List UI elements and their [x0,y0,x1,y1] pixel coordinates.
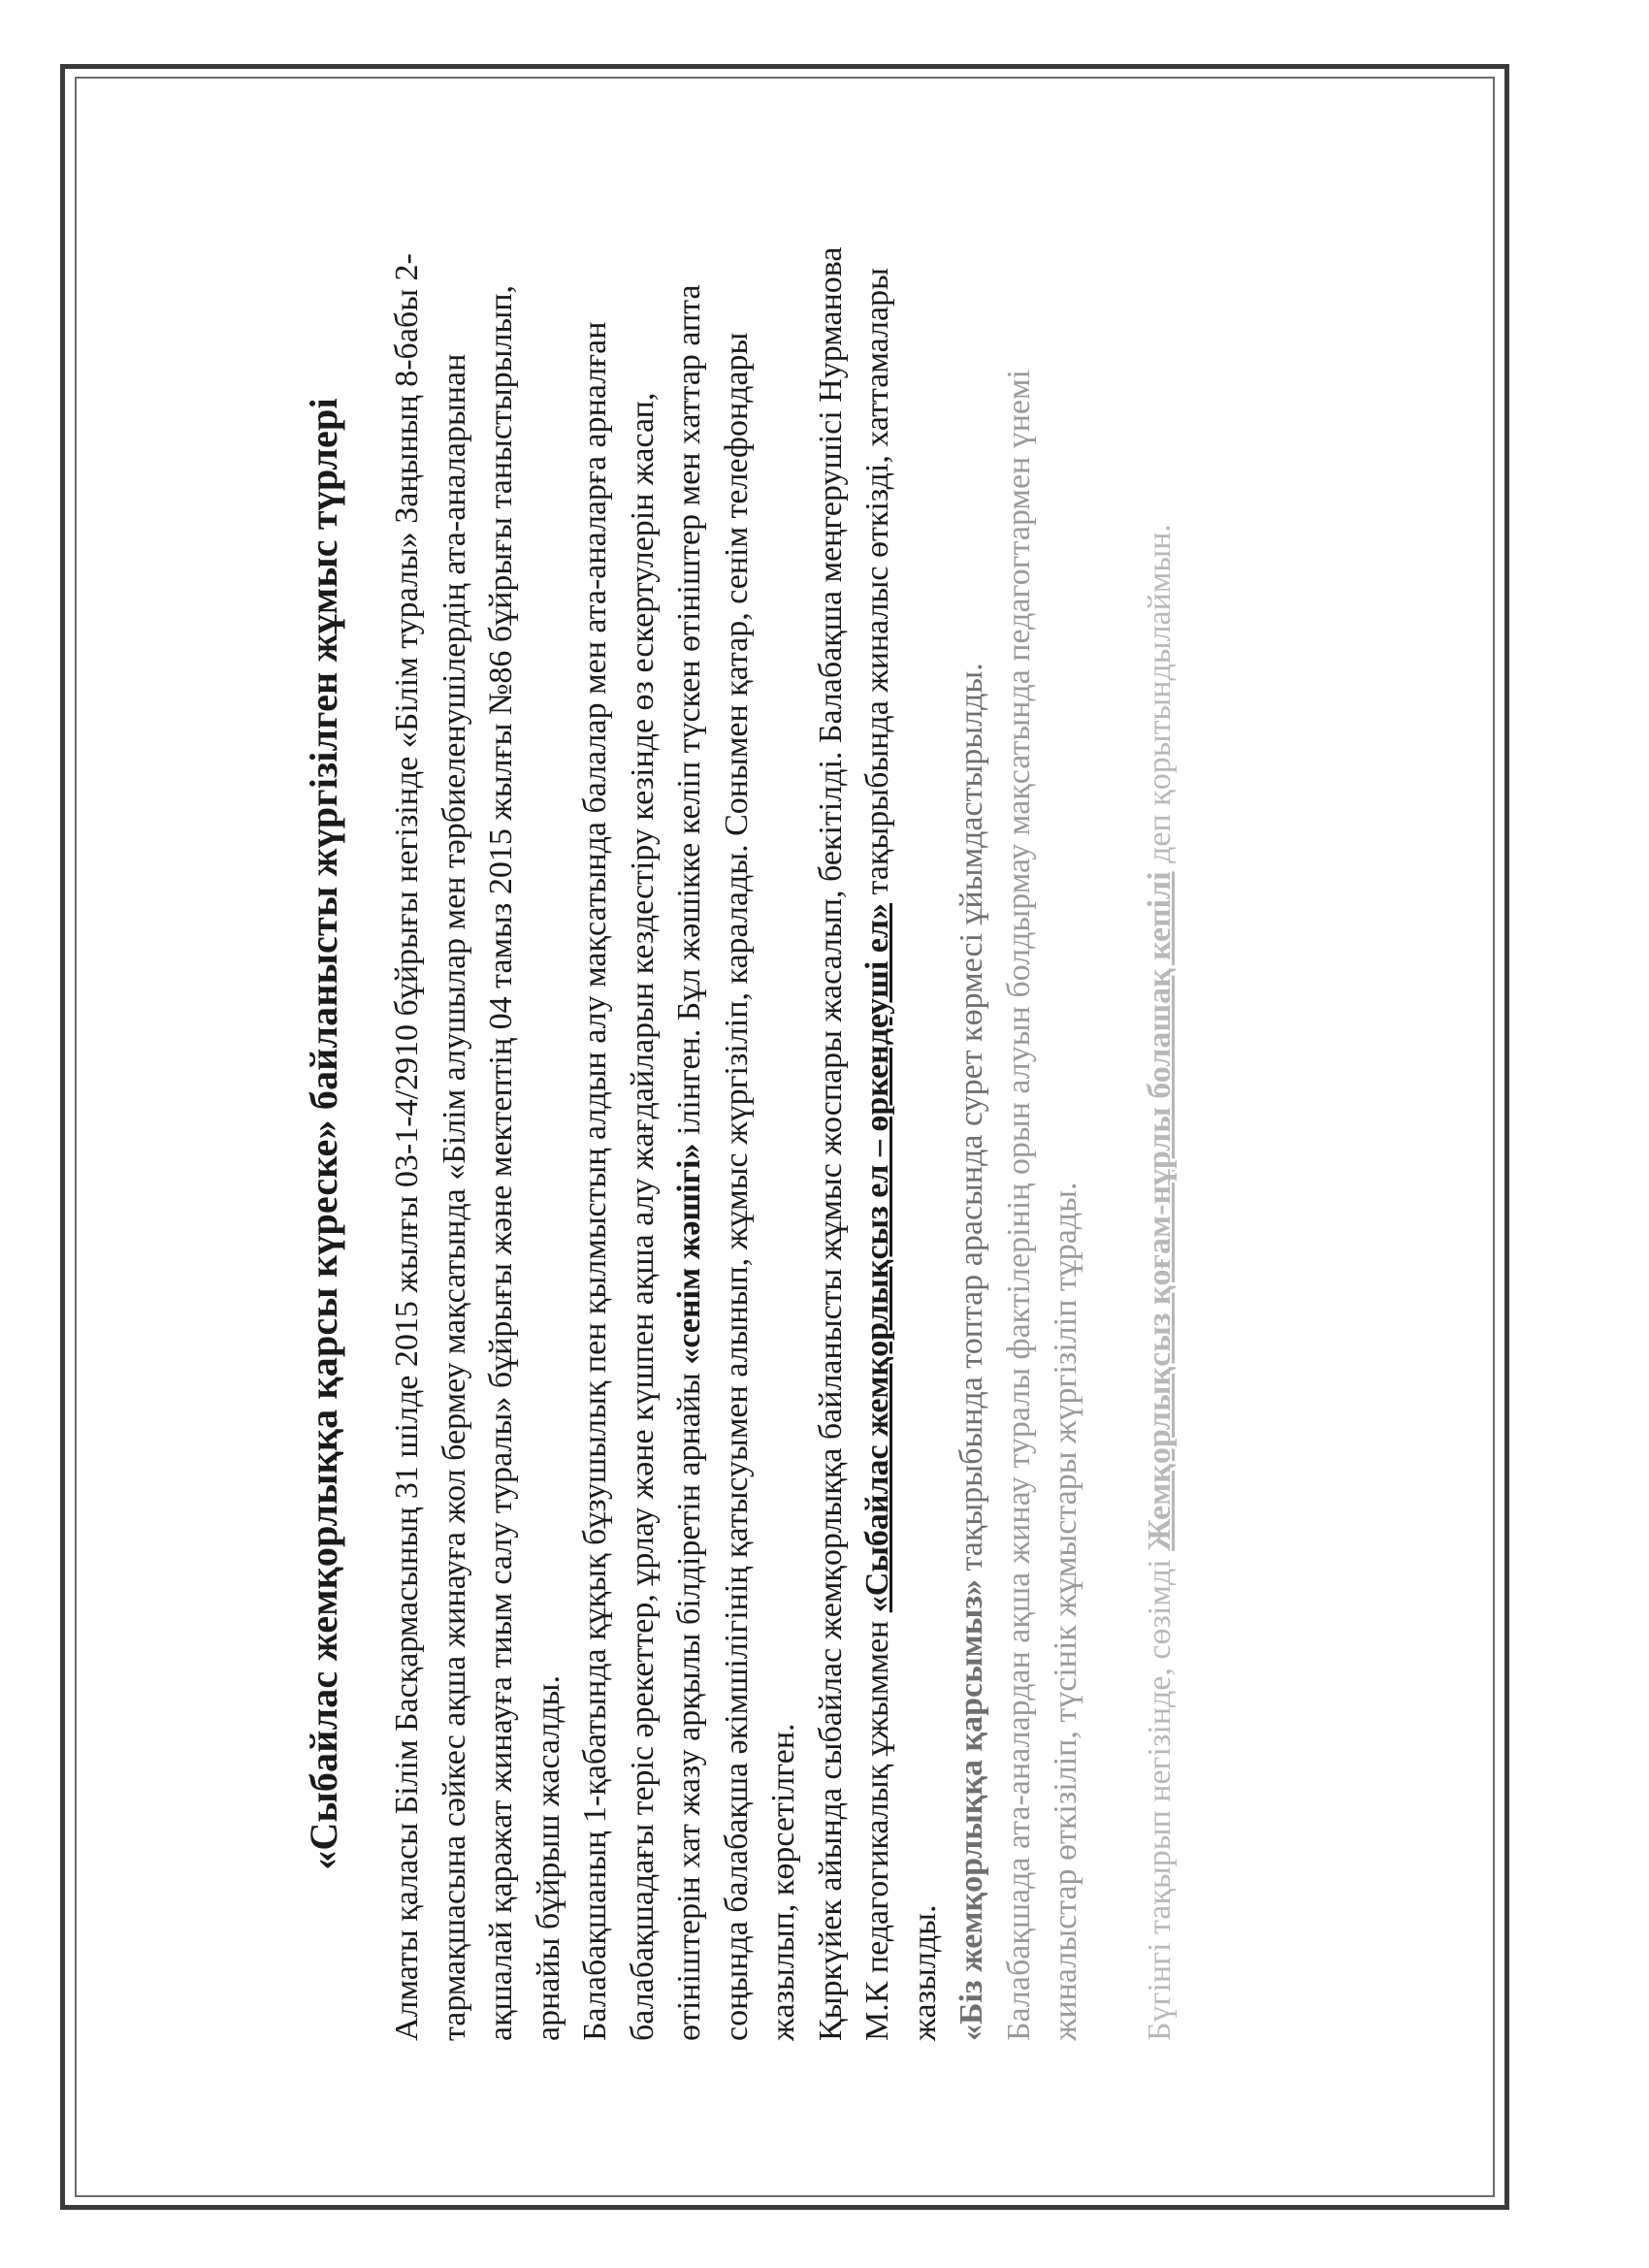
document-body [194,159,1455,2109]
paragraph-work-plan [808,227,950,2041]
paragraph-trust-box [572,227,808,2041]
paragraph-text: деп қорытындылаймын. [1141,524,1178,872]
paragraph-conclusion [1137,227,1184,2041]
paragraph-text: тақырыбында жиналыс өткізді, хаттамалары жазылды. [859,268,943,2041]
exhibition-topic: «Біз жемқорлыққа қарсымыз» [954,1579,989,2041]
paragraph-order-reference: Алматы қаласы Білім Басқармасының 31 шілде 2015 жылғы 03-1-4/2910 бұйрығы негізінде «Білім туралы» Заңының 8-бабы 2- тармақшасына сәйкес ақша жинауға жол бермеу мақсатында «Білім алушылар мен тәрбиеленушілердің ата-аналарынан ақшалай қаражат жинауға тиым салу туралы» бұйрығы және мектептің 04 тамыз 2015 жылғы №86 бұйрығы таныстырылып, арнайы бұйрыш жасалды. [389,253,566,2041]
paragraph-text: ілінген. Бұл жәшікке келіп түскен өтініштер мен хаттар апта соңында балабақша әкімшілігінің қатысуымен алынып, жұмыс жүргізіліп, каралады. Сонымен қатар, сенім телефондары жазылып, көрсетілген. [671,284,801,2041]
conclusion-slogan: Жемқорлықсыз қоғам-нұрлы болашақ кепілі [1141,871,1178,1551]
paragraph-text: тақырыбында топтар арасында сурет көрмесі ұйымдастырылды. [954,663,989,1579]
document-title: «Сыбайлас жемқорлыққа қарсы күреске» байланысты жүргізілген жұмыс түрлері [302,398,345,1870]
meeting-topic: «Сыбайлас жемқорлықсыз ел – өркендеуші ел» [859,903,895,1613]
paragraph-text: Қыркүйек айында сыбайлас жемқорлыққа байланысты жұмыс жоспары жасалып, бекітілді. Балабақша меңгерушісі Нурманова М.К педагогикалық ұжыммен [812,246,895,2041]
trust-box-term: «сенім жәшігі» [671,1143,707,1365]
paragraph-text: Балабақшаның 1-қабатында құқық бұзушылық пен қылмыстың алдын алу мақсатында балалар мен ата-аналарға арналған балабақшадағы теріс әрекеттер, ұрлау және күшпен ақша алу жағдайларын кездестіру кезінде өз ескертулерін жасап, өтініштерін хат жазу арқылы білдіретін арнайы [577,321,707,2041]
paragraph-art-exhibition [949,227,996,2041]
blank-line [1090,227,1137,2041]
paragraph-teacher-meetings: Балабақшада ата-аналардан ақша жинау туралы фактілерінің орын алуын болдырмау мақсатында педагогтармен үнемі жиналыстар өткізіліп, түсінік жұмыстары жүргізіліп тұрады. [1000,370,1083,2041]
paragraph-text: Бүгінгі тақырып негізінде, сөзімді [1141,1550,1178,2041]
